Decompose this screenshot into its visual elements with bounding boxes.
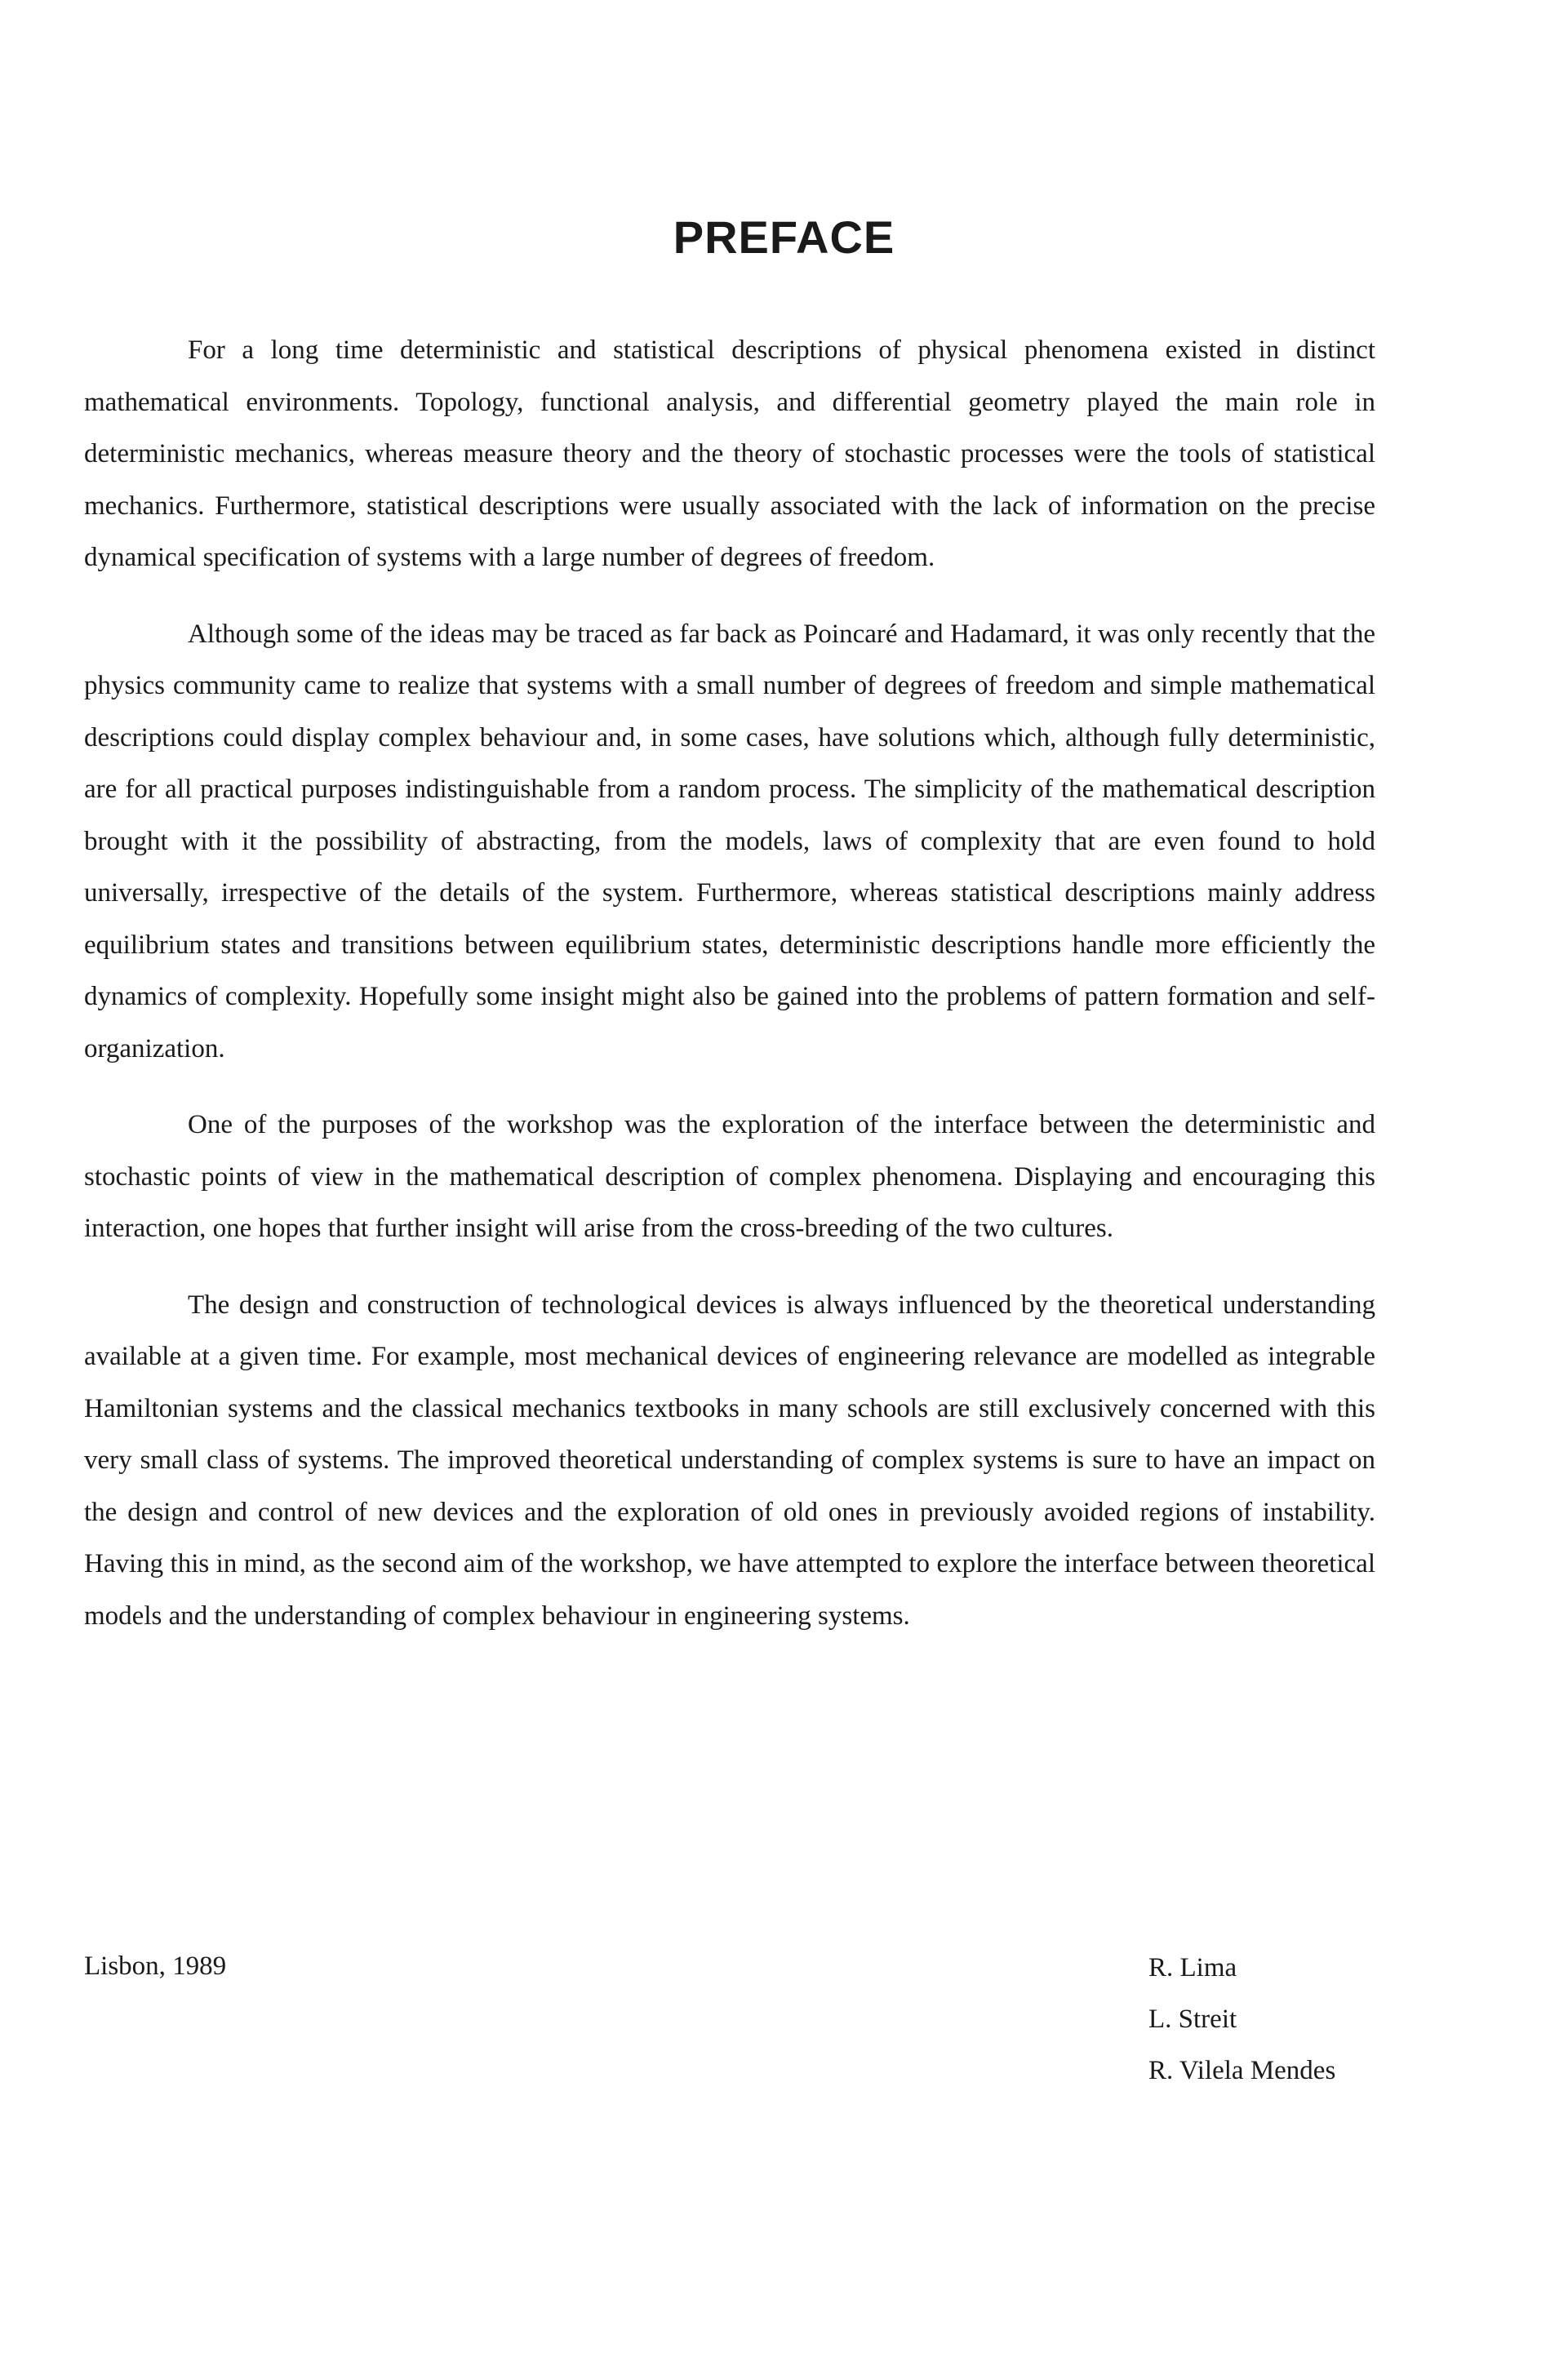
- author-name: R. Vilela Mendes: [1148, 2056, 1336, 2085]
- author-signatures: [1148, 1942, 1491, 2097]
- place-date: Lisbon, 1989: [84, 1951, 227, 1981]
- preface-body: [84, 325, 1375, 1667]
- paragraph-1: For a long time deterministic and statistical descriptions of physical phenomena existed in distinct mathematical environments. Topology, functional analysis, and differential geometry played the main role in deterministic mechanics, whereas measure theory and the theory of stochastic processes were the tools of statistical mechanics. Furthermore, statistical descriptions were usually associated with the lack of information on the precise dynamical specification of systems with a large number of degrees of freedom.: [84, 335, 1375, 572]
- author-name: L. Streit: [1148, 2004, 1237, 2034]
- paragraph-2: Although some of the ideas may be traced as far back as Poincaré and Hadamard, it was only recently that the physics community came to realize that systems with a small number of degrees of freedom and simple mathematical descriptions could display complex behaviour and, in some cases, have solutions which, although fully deterministic, are for all practical purposes indistinguishable from a random process. The simplicity of the mathematical description brought with it the possibility of abstracting, from the models, laws of complexity that are even found to hold universally, irrespective of the details of the system. Furthermore, whereas statistical descriptions mainly address equilibrium states and transitions between equilibrium states, deterministic descriptions handle more efficiently the dynamics of complexity. Hopefully some insight might also be gained into the problems of pattern formation and self-organization.: [84, 619, 1375, 1063]
- paragraph-3: One of the purposes of the workshop was the exploration of the interface between the deterministic and stochastic points of view in the mathematical description of complex phenomena. Displaying and encouraging this interaction, one hopes that further insight will arise from the cross-breeding of the two cultures.: [84, 1110, 1375, 1243]
- page-title: PREFACE: [673, 211, 895, 263]
- author-name: R. Lima: [1148, 1953, 1237, 1982]
- paragraph-4: The design and construction of technological devices is always influenced by the theoretical understanding available at a given time. For example, most mechanical devices of engineering relevance are modelled as integrable Hamiltonian systems and the classical mechanics textbooks in many schools are still exclusively concerned with this very small class of systems. The improved theoretical understanding of complex systems is sure to have an impact on the design and control of new devices and the exploration of old ones in previously avoided regions of instability. Having this in mind, as the second aim of the workshop, we have attempted to explore the interface between theoretical models and the understanding of complex behaviour in engineering systems.: [84, 1290, 1375, 1631]
